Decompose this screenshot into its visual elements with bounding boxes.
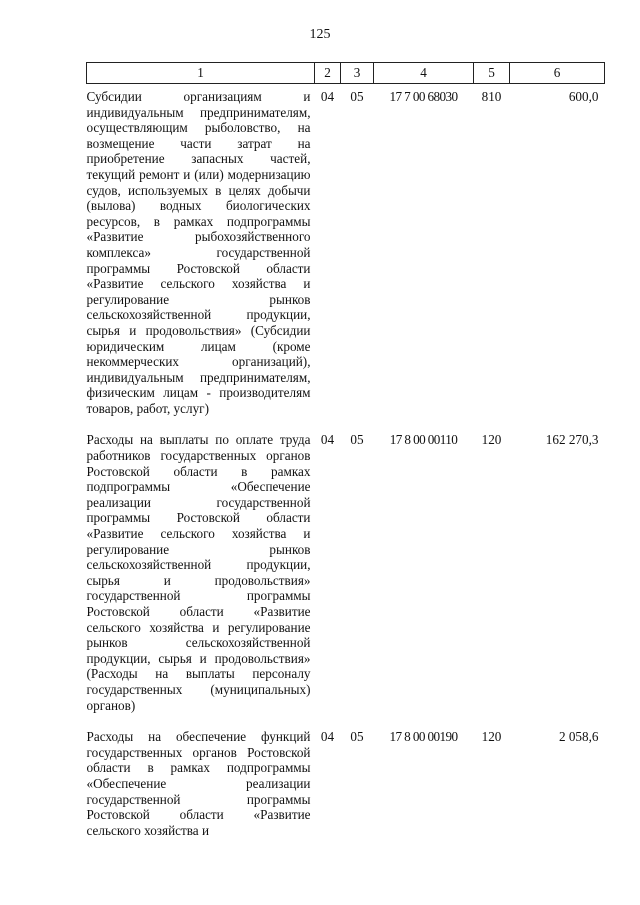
header-col-1: 1: [87, 63, 315, 84]
row-subsection: 05: [350, 432, 364, 448]
page-number: 125: [309, 27, 331, 42]
row-section: 04: [320, 89, 335, 104]
row-section: 04: [320, 729, 335, 745]
row-target-code: 17 8 00 00110: [389, 432, 458, 448]
row-description: Расходы на обеспечение функций государственных органов Ростовской области в рамках подпрограммы «Обеспечение реализации государственной программы Ростовской области «Развитие сельского хозяйства и: [86, 729, 311, 838]
budget-table: [86, 62, 605, 854]
row-target-code: 17 8 00 00190: [389, 729, 458, 745]
row-expense-type: 120: [481, 432, 502, 448]
header-col-2: 2: [315, 63, 341, 84]
table-row: [87, 729, 605, 854]
table-row: [87, 84, 605, 433]
row-subsection: 05: [350, 89, 364, 104]
row-expense-type: 810: [481, 89, 502, 104]
header-col-5: 5: [474, 63, 510, 84]
header-row: [87, 63, 605, 84]
header-col-3: 3: [341, 63, 374, 84]
row-amount: 600,0: [568, 89, 599, 104]
table-row: [87, 432, 605, 729]
row-section: 04: [320, 432, 335, 448]
table-header: [87, 63, 605, 84]
row-amount: 162 270,3: [545, 432, 599, 448]
table-body: [87, 84, 605, 855]
row-description: Расходы на выплаты по оплате труда работников государственных органов Ростовской области в рамках подпрограммы «Обеспечение реализации государственной программы Ростовской области «Развитие сельского хозяйства и регулирование рынков сельскохозяйственной продукции, сырья и продовольствия» государственной программы Ростовской области «Развитие сельского хозяйства и регулирование рынков сельскохозяйственной продукции, сырья и продовольствия» (Расходы на выплаты персоналу государственных (муниципальных) органов): [86, 432, 311, 713]
row-amount: 2 058,6: [558, 729, 599, 745]
row-subsection: 05: [350, 729, 364, 745]
row-expense-type: 120: [481, 729, 502, 745]
row-target-code: 17 7 00 68030: [389, 89, 458, 104]
row-description: Субсидии организациям и индивидуальным предпринимателям, осуществляющим рыболовство, на возмещение части затрат на приобретение запасных частей, текущий ремонт и (или) модернизацию судов, используемых в целях добычи (вылова) водных биологических ресурсов, в рамках подпрограммы «Развитие рыбохозяйственного комплекса» государственной программы Ростовской области «Развитие сельского хозяйства и регулирование рынков сельскохозяйственной продукции, сырья и продовольствия» (Субсидии юридическим лицам (кроме некоммерческих организаций), индивидуальным предпринимателям, физическим лицам - производителям товаров, работ, услуг): [86, 89, 311, 416]
header-col-6: 6: [510, 63, 605, 84]
header-col-4: 4: [374, 63, 474, 84]
